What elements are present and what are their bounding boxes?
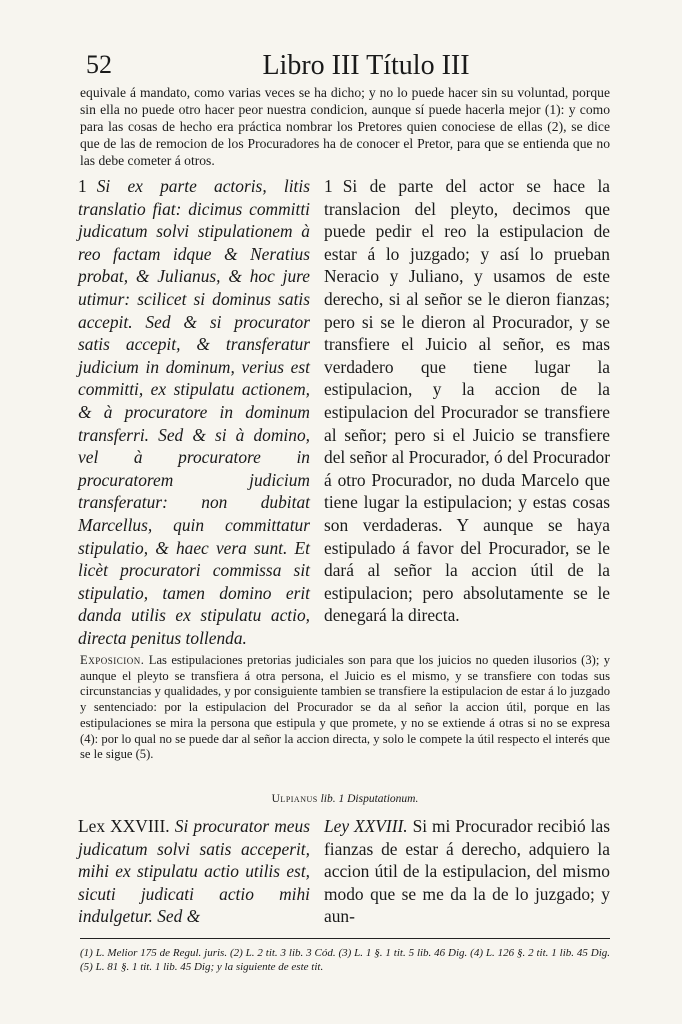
spanish-paragraph-number: 1 <box>324 176 333 196</box>
exposition-paragraph <box>80 653 610 763</box>
spanish-column-section-1 <box>324 175 610 649</box>
page-number: 52 <box>86 50 112 79</box>
running-title: Libro III Título III <box>262 50 470 81</box>
page-header <box>86 50 606 84</box>
footnotes: (1) L. Melior 175 de Regul. juris. (2) L. 2 tit. 3 lib. 3 Cód. (3) L. 1 §. 1 tit. 5 lib. 46 Dig. (4) L. 126 §. 2 tit. 1 lib. 45 Dig. (5) L. 81 §. 1 tit. 1 lib. 45 Dig; y la siguiente de este tit. <box>80 947 610 973</box>
lex-text: Si procurator meus judicatum solvi satis acceperit, mihi ex stipulatu actio utilis est, sicuti judicati actio mihi indulgetur. Sed & <box>78 816 310 927</box>
latin-paragraph-number: 1 <box>78 176 87 196</box>
ley-text: Si mi Procurador recibió las fianzas de estar á derecho, adquiero la accion útil de la estipulacion, del mismo modo que se me da la de lo juzgado; y aun- <box>324 816 610 927</box>
lex-heading: Lex XXVIII. <box>78 816 170 836</box>
ley-heading: Ley XXVIII. <box>324 816 408 836</box>
latin-column-section-2 <box>78 815 310 928</box>
latin-paragraph-text: Si ex parte actoris, litis translatio fiat: dicimus committi judicatum solvi stipulationem à reo factam idque & Neratius probat, & Julianus, & hoc jure utimur: scilicet si dominus satis accepit. Sed & si procurator satis accepit, & transferatur judicium in dominum, verius est committi, ex stipulatu actionem, & à procuratore in dominum transferri. Sed & si à domino, vel à procuratore in procuratorem judicium transferatur: non dubitat Marcellus, quin committatur stipulatio, & haec vera sunt. Et licèt procuratori commissa sit stipulatio, tamen domino erit danda utilis ex stipulatu actio, directa penitus tollenda. <box>78 176 310 648</box>
latin-column-section-1 <box>78 175 310 649</box>
spanish-column-section-2 <box>324 815 610 928</box>
section-2-columns <box>78 815 610 928</box>
exposition-text: Las estipulaciones pretorias judiciales son para que los juicios no queden ilusorios (3); y aunque el pleyto se transfiera á otra persona, el Juicio es el mismo, y se transfiere con todas sus circunstancias y qualidades, y por consiguiente tambien se transfiere la estipulacion de estar á lo juzgado y sentenciado: por la estipulacion del Procurador se da al señor la accion útil, porque en las estipulaciones se mira la persona que estipula y que promete, y no se extiende á otras si no se expresa (4): por lo qual no se puede dar al señor la accion directa, y solo le compete la útil respecto el interés que se le sigue (5). <box>80 653 610 762</box>
intro-paragraph: equivale á mandato, como varias veces se ha dicho; y no lo puede hacer sin su voluntad, porque sin ella no puede otro hacer peor nuestra condicion, aunque sí puede hacerla mejor (1): y como para las cosas de hecho era práctica nombrar los Pretores quien conociese de ellas (2), se dice que de las de remocion de los Procuradores ha de conocer el Pretor, para que se entienda que no las debe cometer á otros. <box>80 85 610 168</box>
exposition-label: Exposicion. <box>80 653 145 667</box>
source-author: Ulpianus <box>271 793 318 805</box>
spanish-paragraph-text: Si de parte del actor se hace la translacion del pleyto, decimos que puede pedir el reo la estipulacion de estar á lo juzgado; y así lo prueban Neracio y Juliano, y usamos de este derecho, si al señor se le dieron fianzas; pero si se le dieron al Procurador, y se transfiere el Juicio al señor, es mas verdadero que tiene lugar la estipulacion, y la accion de la estipulacion del Procurador se transfiere al señor; pero si el Juicio se transfiere del señor al Procurador, ó del Procurador á otro Procurador, no duda Marcelo que tiene lugar la estipulacion; y estas cosas son verdaderas. Y aunque se haya estipulado á favor del Procurador, se le dará al señor la accion útil de la estipulacion; pero absolutamente se le denegará la directa. <box>324 176 610 626</box>
section-1-columns <box>78 175 610 649</box>
footnote-divider <box>80 938 610 939</box>
source-citation <box>80 793 610 805</box>
source-work: lib. 1 Disputationum. <box>320 793 419 805</box>
